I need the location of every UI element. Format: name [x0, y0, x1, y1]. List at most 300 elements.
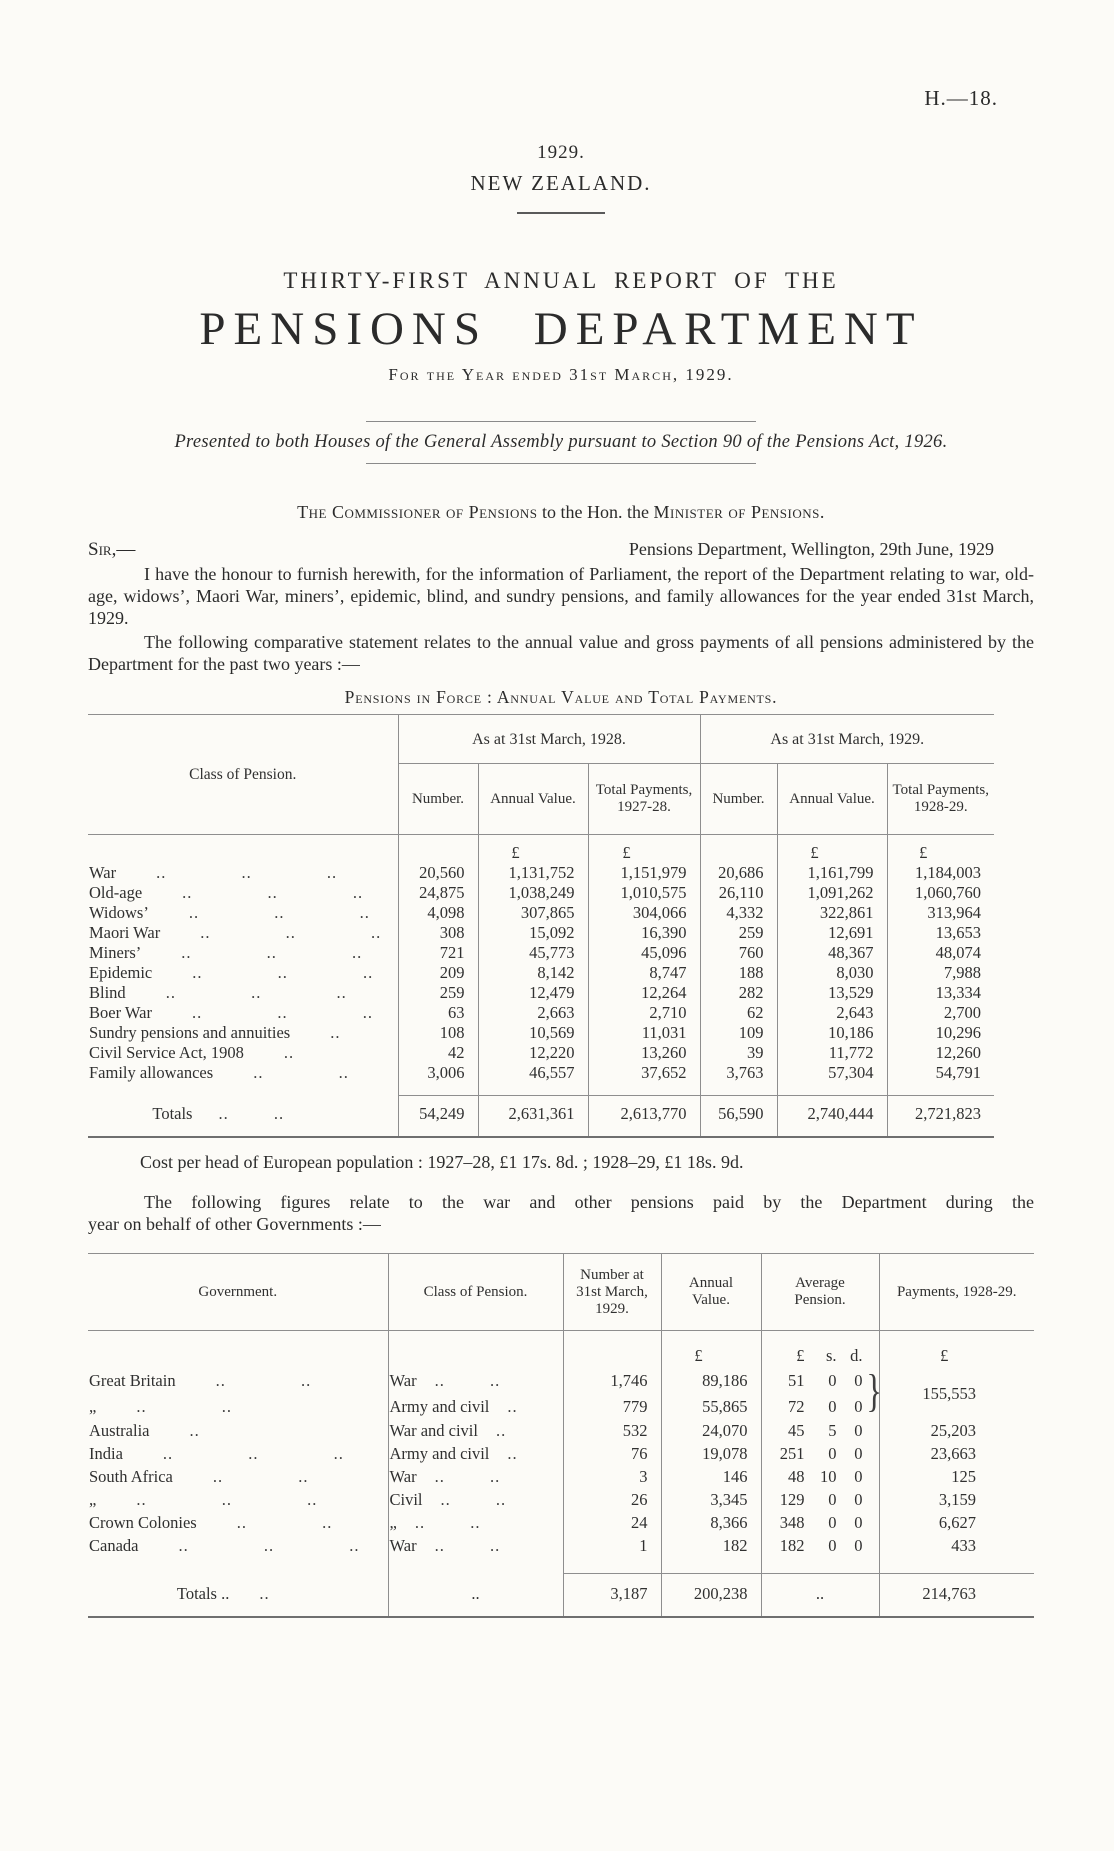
- pension-class-label: Army and civil: [389, 1396, 490, 1416]
- pound-sign: £: [887, 835, 994, 864]
- average-pension-cell: [761, 1465, 879, 1488]
- empty-cell: [700, 835, 777, 864]
- avg-pounds: 251: [779, 1444, 805, 1463]
- avg-shillings: 5: [828, 1421, 837, 1440]
- annual-value-cell: 3,345: [661, 1488, 761, 1511]
- pound-sign: £: [879, 1331, 1034, 1368]
- dot-leaders: ..: [507, 1444, 518, 1463]
- government-label: Great Britain: [89, 1370, 176, 1390]
- totals-label-cell: [88, 1096, 398, 1138]
- column-header-annual-value-1928: Annual Value.: [478, 764, 588, 835]
- avg-pounds: 48: [788, 1467, 805, 1486]
- pension-class-cell: [88, 863, 398, 883]
- annual-value-1929-cell: 11,772: [777, 1043, 887, 1063]
- commissioner-part2: to the Hon. the: [537, 502, 654, 522]
- average-pension-cell: [761, 1442, 879, 1465]
- totals-payments-1927-28: 2,613,770: [588, 1096, 700, 1138]
- total-payments-1927-28-cell: 2,710: [588, 1003, 700, 1023]
- avg-pounds: 45: [788, 1421, 805, 1440]
- letter-paragraph-2: The following comparative statement relates to the annual value and gross payments of all pensions administered by the Department for the past two years :—: [88, 632, 1034, 674]
- government-label: Australia: [89, 1421, 150, 1440]
- average-pension-cell: [761, 1511, 879, 1534]
- dot-leaders: ..: [495, 1421, 507, 1440]
- government-cell: [88, 1367, 388, 1393]
- pension-class-cell: [388, 1442, 563, 1465]
- pension-class-label: „: [389, 1513, 397, 1532]
- total-payments-1928-29-cell: 13,653: [887, 923, 994, 943]
- number-cell: 779: [563, 1393, 661, 1419]
- annual-value-1929-cell: 57,304: [777, 1063, 887, 1083]
- number-1928-cell: 63: [398, 1003, 478, 1023]
- total-payments-1927-28-cell: 12,264: [588, 983, 700, 1003]
- number-1928-cell: 209: [398, 963, 478, 983]
- dot-leaders: .. ..: [434, 1370, 501, 1390]
- number-1929-cell: 62: [700, 1003, 777, 1023]
- dot-leaders: .. ..: [414, 1513, 481, 1532]
- report-title-line: THIRTY-FIRST ANNUAL REPORT OF THE: [283, 268, 839, 293]
- table2-units-and-gb: [88, 1331, 1034, 1420]
- pension-class-label: Civil: [389, 1490, 423, 1509]
- avg-pence: 0: [854, 1444, 863, 1463]
- total-payments-1927-28-cell: 8,747: [588, 963, 700, 983]
- annual-value-1929-cell: 1,091,262: [777, 883, 887, 903]
- pension-class-cell: [88, 1003, 398, 1023]
- column-header-total-payments-1927-28: Total Payments, 1927-28.: [588, 764, 700, 835]
- dot-leaders: .. .. ..: [188, 903, 370, 922]
- pension-class-label: Family allowances: [89, 1063, 214, 1082]
- avg-pence: 0: [854, 1467, 863, 1486]
- pension-class-cell: [88, 903, 398, 923]
- pension-class-cell: [88, 883, 398, 903]
- number-cell: 26: [563, 1488, 661, 1511]
- dot-leaders: .. ..: [218, 1103, 285, 1123]
- dot-leaders: .. ..: [236, 1513, 333, 1532]
- annual-value-cell: 19,078: [661, 1442, 761, 1465]
- masthead-divider: [517, 212, 605, 214]
- table1-caption: Pensions in Force : Annual Value and Total Payments.: [344, 687, 778, 707]
- government-label: „: [89, 1396, 97, 1416]
- dateline: Pensions Department, Wellington, 29th June, 1929: [628, 539, 994, 559]
- report-subtitle: For the Year ended 31st March, 1929.: [388, 365, 734, 384]
- column-header-government: Government.: [88, 1254, 388, 1331]
- pension-class-cell: [388, 1511, 563, 1534]
- number-1929-cell: 109: [700, 1023, 777, 1043]
- table-row: [88, 923, 994, 943]
- empty-cell: [388, 1331, 563, 1368]
- dot-leaders: ..: [330, 1023, 341, 1042]
- government-label: India: [89, 1444, 123, 1463]
- pound-sign: £: [478, 835, 588, 864]
- empty-cell: [88, 835, 398, 864]
- letter-paragraph-1: I have the honour to furnish herewith, for the information of Parliament, the report of the Department relating to war, old-age, widows’, Maori War, miners’, epidemic, blind, and sundry pensions, and family allowances for the year ended 31st March, 1929.: [88, 564, 1034, 628]
- unit-pound: £: [796, 1346, 805, 1365]
- dot-leaders: ..: [189, 1421, 200, 1440]
- column-header-annual-value: Annual Value.: [661, 1254, 761, 1331]
- number-1928-cell: 4,098: [398, 903, 478, 923]
- page-title: PENSIONS DEPARTMENT: [199, 303, 923, 355]
- table-row: [88, 1534, 1034, 1557]
- number-cell: 1: [563, 1534, 661, 1557]
- masthead-year: 1929.: [537, 142, 585, 163]
- column-header-number-1929: Number.: [700, 764, 777, 835]
- totals-number-1929: 56,590: [700, 1096, 777, 1138]
- number-1929-cell: 4,332: [700, 903, 777, 923]
- avg-pence: 0: [854, 1536, 863, 1555]
- pension-class-cell: [388, 1393, 563, 1419]
- pension-class-cell: [388, 1534, 563, 1557]
- payments-cell: 433: [879, 1534, 1034, 1557]
- totals-class-dots: ..: [388, 1574, 563, 1618]
- pension-class-label: Widows’: [89, 903, 149, 922]
- dot-leaders: .. ..: [212, 1467, 309, 1486]
- empty-cell: [398, 835, 478, 864]
- report-code: H.—18.: [924, 86, 998, 110]
- spacer-row: [88, 1557, 1034, 1574]
- pension-class-label: Miners’: [89, 943, 142, 962]
- dot-leaders: .. ..: [440, 1490, 507, 1509]
- pensions-in-force-table: [88, 714, 994, 1138]
- pension-class-label: Boer War: [89, 1003, 152, 1022]
- annual-value-1928-cell: 12,479: [478, 983, 588, 1003]
- dot-leaders: .. .. ..: [191, 1003, 373, 1022]
- total-payments-1927-28-cell: 1,151,979: [588, 863, 700, 883]
- table2-body: [88, 1419, 1034, 1557]
- table2-footer: [88, 1557, 1034, 1617]
- annual-value-1929-cell: 2,643: [777, 1003, 887, 1023]
- payments-cell: 25,203: [879, 1419, 1034, 1442]
- total-payments-1928-29-cell: 1,060,760: [887, 883, 994, 903]
- average-pension-cell: [761, 1419, 879, 1442]
- avg-pence: 0: [854, 1421, 863, 1440]
- dot-leaders: .. ..: [253, 1063, 349, 1082]
- pound-sign: £: [588, 835, 700, 864]
- table-row: [88, 903, 994, 923]
- government-cell: [88, 1488, 388, 1511]
- pension-class-cell: [88, 1063, 398, 1083]
- number-cell: 76: [563, 1442, 661, 1465]
- totals-row: [88, 1096, 994, 1138]
- dot-leaders: .. ..: [215, 1370, 312, 1390]
- pension-class-label: Civil Service Act, 1908: [89, 1043, 244, 1062]
- pension-class-label: Sundry pensions and annuities: [89, 1023, 291, 1042]
- pension-class-cell: [88, 943, 398, 963]
- governments-paragraph: [88, 1191, 1034, 1235]
- annual-value-1929-cell: 48,367: [777, 943, 887, 963]
- dot-leaders: .. .. ..: [165, 983, 347, 1002]
- annual-value-1929-cell: 322,861: [777, 903, 887, 923]
- table-row: [88, 863, 994, 883]
- table1-header: [88, 715, 994, 835]
- presented-line: Presented to both Houses of the General Assembly pursuant to Section 90 of the Pensions Act, 1926.: [174, 432, 948, 452]
- spacer-row: [88, 1083, 994, 1096]
- annual-value-cell: 89,186: [661, 1367, 761, 1393]
- table-row: [88, 1003, 994, 1023]
- table2-header: [88, 1254, 1034, 1331]
- dot-leaders: ..: [259, 1583, 270, 1603]
- column-header-average-pension: Average Pension.: [761, 1254, 879, 1331]
- cost-per-head-line: Cost per head of European population : 1927–28, £1 17s. 8d. ; 1928–29, £1 18s. 9d.: [140, 1152, 744, 1172]
- units-row: [88, 835, 994, 864]
- annual-value-1929-cell: 12,691: [777, 923, 887, 943]
- annual-value-cell: 8,366: [661, 1511, 761, 1534]
- annual-value-cell: 24,070: [661, 1419, 761, 1442]
- government-label: Crown Colonies: [89, 1513, 197, 1532]
- page-content: [88, 0, 1034, 1618]
- total-payments-1928-29-cell: 7,988: [887, 963, 994, 983]
- dot-leaders: .. .. ..: [136, 1490, 318, 1509]
- table-row: [88, 1043, 994, 1063]
- annual-value-1929-cell: 13,529: [777, 983, 887, 1003]
- unit-pence: d.: [850, 1346, 863, 1365]
- number-1928-cell: 24,875: [398, 883, 478, 903]
- pension-class-label: War: [89, 863, 117, 882]
- number-cell: 1,746: [563, 1367, 661, 1393]
- total-payments-1928-29-cell: 13,334: [887, 983, 994, 1003]
- annual-value-1928-cell: 46,557: [478, 1063, 588, 1083]
- pension-class-cell: [388, 1488, 563, 1511]
- totals-label-cell: [88, 1574, 388, 1618]
- total-payments-1927-28-cell: 13,260: [588, 1043, 700, 1063]
- number-1929-cell: 760: [700, 943, 777, 963]
- table-row: [88, 1419, 1034, 1442]
- dot-leaders: .. .. ..: [200, 923, 382, 942]
- grouping-brace: }: [866, 1365, 883, 1416]
- governments-paragraph-line1: The following figures relate to the war and other pensions paid by the Department during the: [144, 1192, 1034, 1212]
- lsd-units: [761, 1331, 879, 1368]
- avg-pence: 0: [854, 1396, 863, 1416]
- table-row: [88, 1367, 1034, 1393]
- table-row: [88, 1511, 1034, 1534]
- rule-below-presented: [366, 463, 756, 464]
- totals-number-1928: 54,249: [398, 1096, 478, 1138]
- annual-value-cell: 55,865: [661, 1393, 761, 1419]
- column-header-payments: Payments, 1928-29.: [879, 1254, 1034, 1331]
- totals-number: 3,187: [563, 1574, 661, 1618]
- government-label: Canada: [89, 1536, 139, 1555]
- number-1928-cell: 721: [398, 943, 478, 963]
- table-row: [88, 1488, 1034, 1511]
- annual-value-1928-cell: 307,865: [478, 903, 588, 923]
- table-row: [88, 1465, 1034, 1488]
- total-payments-1927-28-cell: 304,066: [588, 903, 700, 923]
- dot-leaders: .. .. ..: [178, 1536, 360, 1555]
- number-1929-cell: 39: [700, 1043, 777, 1063]
- payments-cell: 6,627: [879, 1511, 1034, 1534]
- table-row: [88, 963, 994, 983]
- pension-class-label: War and civil: [389, 1421, 478, 1440]
- dot-leaders: .. .. ..: [192, 963, 374, 982]
- government-cell: [88, 1511, 388, 1534]
- number-1928-cell: 308: [398, 923, 478, 943]
- column-header-class-of-pension: Class of Pension.: [388, 1254, 563, 1331]
- commissioner-part1: The Commissioner of Pensions: [297, 502, 538, 522]
- dot-leaders: .. .. ..: [162, 1444, 344, 1463]
- number-cell: 3: [563, 1465, 661, 1488]
- annual-value-1929-cell: 8,030: [777, 963, 887, 983]
- number-cell: 532: [563, 1419, 661, 1442]
- totals-annual-value-1928: 2,631,361: [478, 1096, 588, 1138]
- government-cell: [88, 1419, 388, 1442]
- government-label: South Africa: [89, 1467, 173, 1486]
- number-1929-cell: 26,110: [700, 883, 777, 903]
- totals-annual-value-1929: 2,740,444: [777, 1096, 887, 1138]
- annual-value-1928-cell: 2,663: [478, 1003, 588, 1023]
- total-payments-1927-28-cell: 11,031: [588, 1023, 700, 1043]
- commissioner-part3: Minister of Pensions.: [653, 502, 825, 522]
- total-payments-1927-28-cell: 37,652: [588, 1063, 700, 1083]
- total-payments-1928-29-cell: 54,791: [887, 1063, 994, 1083]
- pound-sign: £: [661, 1331, 761, 1368]
- number-1928-cell: 108: [398, 1023, 478, 1043]
- annual-value-1928-cell: 8,142: [478, 963, 588, 983]
- number-1928-cell: 20,560: [398, 863, 478, 883]
- government-label: „: [89, 1490, 97, 1509]
- number-1928-cell: 42: [398, 1043, 478, 1063]
- group-header-1928: As at 31st March, 1928.: [398, 715, 700, 764]
- pension-class-cell: [388, 1367, 563, 1393]
- other-governments-table: [88, 1253, 1034, 1618]
- governments-paragraph-line2: year on behalf of other Governments :—: [88, 1214, 381, 1234]
- pension-class-cell: [88, 983, 398, 1003]
- annual-value-1928-cell: 1,131,752: [478, 863, 588, 883]
- totals-row: [88, 1574, 1034, 1618]
- masthead: [88, 0, 1034, 385]
- annual-value-1928-cell: 12,220: [478, 1043, 588, 1063]
- average-pension-cell: [761, 1393, 879, 1419]
- total-payments-1927-28-cell: 1,010,575: [588, 883, 700, 903]
- dot-leaders: .. ..: [434, 1536, 501, 1555]
- dot-leaders: ..: [283, 1043, 295, 1062]
- totals-payments: 214,763: [879, 1574, 1034, 1618]
- total-payments-1928-29-cell: 2,700: [887, 1003, 994, 1023]
- table-row: [88, 983, 994, 1003]
- avg-shillings: 0: [828, 1444, 837, 1463]
- table1-footer: [88, 1083, 994, 1137]
- dot-leaders: .. .. ..: [156, 863, 338, 882]
- avg-shillings: 0: [828, 1513, 837, 1532]
- rule-above-presented: [366, 421, 756, 422]
- avg-pence: 0: [854, 1370, 863, 1390]
- number-1929-cell: 3,763: [700, 1063, 777, 1083]
- pension-class-cell: [88, 923, 398, 943]
- annual-value-1929-cell: 1,161,799: [777, 863, 887, 883]
- units-row: [88, 1331, 1034, 1368]
- annual-value-cell: 146: [661, 1465, 761, 1488]
- empty-cell: [88, 1331, 388, 1368]
- pension-class-cell: [88, 963, 398, 983]
- average-pension-cell: [761, 1488, 879, 1511]
- pension-class-cell: [388, 1419, 563, 1442]
- salutation: Sir,—: [88, 539, 136, 560]
- total-payments-1928-29-cell: 1,184,003: [887, 863, 994, 883]
- avg-shillings: 0: [828, 1490, 837, 1509]
- government-cell: [88, 1393, 388, 1419]
- total-payments-1928-29-cell: 313,964: [887, 903, 994, 923]
- avg-pounds: 72: [788, 1396, 805, 1416]
- dot-leaders: .. .. ..: [182, 883, 364, 902]
- dot-leaders: ..: [507, 1396, 518, 1416]
- avg-pounds: 129: [779, 1490, 805, 1509]
- avg-pence: 0: [854, 1490, 863, 1509]
- avg-pounds: 182: [779, 1536, 805, 1555]
- government-cell: [88, 1465, 388, 1488]
- payments-cell: 125: [879, 1465, 1034, 1488]
- pension-class-label: War: [389, 1467, 417, 1486]
- pension-class-label: Old-age: [89, 883, 143, 902]
- salutation-line: [88, 539, 1034, 561]
- pound-sign: £: [777, 835, 887, 864]
- number-1929-cell: 282: [700, 983, 777, 1003]
- avg-shillings: 0: [828, 1536, 837, 1555]
- payments-cell: 23,663: [879, 1442, 1034, 1465]
- annual-value-1928-cell: 15,092: [478, 923, 588, 943]
- pension-class-cell: [88, 1023, 398, 1043]
- totals-label: Totals ..: [176, 1583, 230, 1603]
- number-1929-cell: 20,686: [700, 863, 777, 883]
- table1-body: [88, 863, 994, 1083]
- column-header-annual-value-1929: Annual Value.: [777, 764, 887, 835]
- table-row: [88, 883, 994, 903]
- unit-shillings: s.: [825, 1346, 837, 1365]
- annual-value-1929-cell: 10,186: [777, 1023, 887, 1043]
- total-payments-1927-28-cell: 45,096: [588, 943, 700, 963]
- pension-class-cell: [88, 1043, 398, 1063]
- avg-shillings: 10: [820, 1467, 837, 1486]
- total-payments-1928-29-cell: 10,296: [887, 1023, 994, 1043]
- masthead-country: NEW ZEALAND.: [470, 171, 652, 195]
- annual-value-1928-cell: 10,569: [478, 1023, 588, 1043]
- column-header-number: Number at 31st March, 1929.: [563, 1254, 661, 1331]
- annual-value-1928-cell: 1,038,249: [478, 883, 588, 903]
- government-cell: [88, 1442, 388, 1465]
- column-header-class-of-pension: Class of Pension.: [88, 715, 398, 835]
- column-header-total-payments-1928-29: Total Payments, 1928-29.: [887, 764, 994, 835]
- total-payments-1927-28-cell: 16,390: [588, 923, 700, 943]
- pension-class-label: War: [389, 1370, 417, 1390]
- totals-annual-value: 200,238: [661, 1574, 761, 1618]
- number-1929-cell: 259: [700, 923, 777, 943]
- avg-shillings: 0: [828, 1396, 837, 1416]
- pension-class-label: Maori War: [89, 923, 161, 942]
- dot-leaders: .. ..: [136, 1396, 232, 1416]
- government-cell: [88, 1534, 388, 1557]
- totals-label: Totals: [152, 1103, 193, 1123]
- presented-block: [88, 421, 1034, 464]
- pension-class-cell: [388, 1465, 563, 1488]
- number-1929-cell: 188: [700, 963, 777, 983]
- empty-cell: [563, 1331, 661, 1368]
- group-header-1929: As at 31st March, 1929.: [700, 715, 994, 764]
- number-1928-cell: 3,006: [398, 1063, 478, 1083]
- avg-shillings: 0: [828, 1370, 837, 1390]
- avg-pounds: 348: [779, 1513, 805, 1532]
- commissioner-heading: [88, 502, 1034, 523]
- total-payments-1928-29-cell: 12,260: [887, 1043, 994, 1063]
- table-row: [88, 1063, 994, 1083]
- table1-units-row-group: [88, 835, 994, 864]
- pension-class-label: Blind: [89, 983, 126, 1002]
- number-cell: 24: [563, 1511, 661, 1534]
- avg-pounds: 51: [788, 1370, 805, 1390]
- dot-leaders: .. ..: [434, 1467, 501, 1486]
- pension-class-label: Army and civil: [389, 1444, 490, 1463]
- table-row: [88, 1442, 1034, 1465]
- total-payments-1928-29-cell: 48,074: [887, 943, 994, 963]
- combined-payments-cell: 155,553: [879, 1367, 1034, 1419]
- annual-value-1928-cell: 45,773: [478, 943, 588, 963]
- totals-average-dots: ..: [761, 1574, 879, 1618]
- number-1928-cell: 259: [398, 983, 478, 1003]
